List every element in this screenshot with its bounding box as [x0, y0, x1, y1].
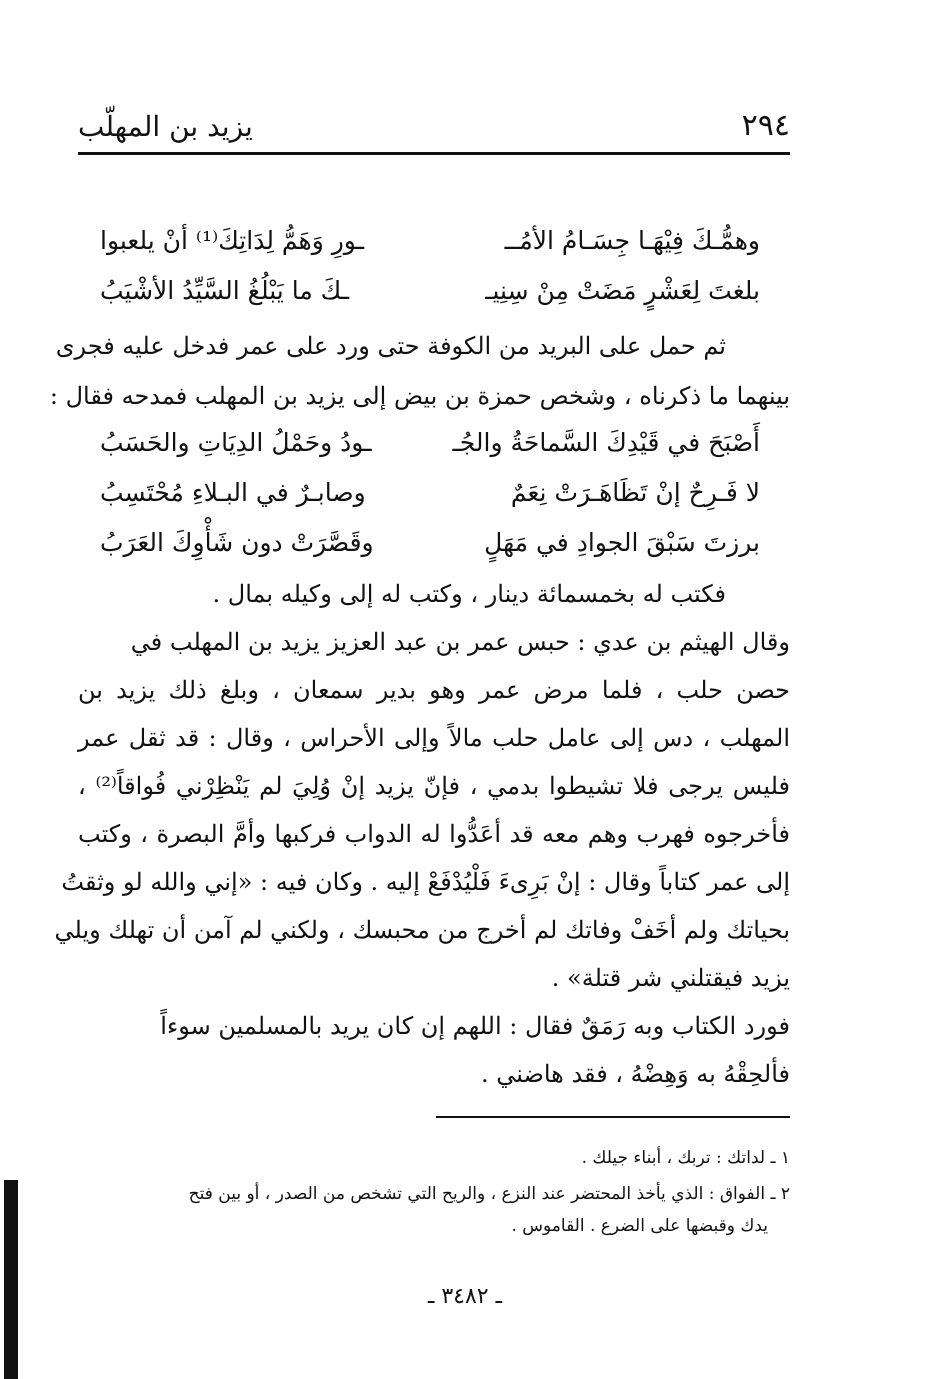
verse-line — [100, 478, 760, 528]
paragraph-line: حصن حلب ، فلما مرض عمر وهو بدير سمعان ، وبلغ ذلك يزيد بن — [78, 676, 790, 704]
paragraph-line: فكتب له بخمسمائة دينار ، وكتب له إلى وكيله بمال . — [212, 580, 726, 608]
verse-line — [100, 276, 760, 326]
page-number: ٢٩٤ — [741, 108, 790, 143]
paragraph-line: فأخرجوه فهرب وهم معه قد أعَدُّوا له الدواب فركبها وأمَّ البصرة ، وكتب — [78, 820, 790, 848]
header-rule — [78, 152, 790, 155]
paragraph-line: بينهما ما ذكرناه ، وشخص حمزة بن بيض إلى يزيد بن المهلب فمدحه فقال : — [49, 382, 790, 410]
running-title: يزيد بن المهلّب — [78, 110, 253, 143]
scan-edge-mark — [4, 1180, 18, 1379]
verse-hemistich-first: أَصْبَحَ في قَيْدِكَ السَّماحَةُ والجُـ — [452, 428, 760, 457]
paragraph-line: وقال الهيثم بن عدي : حبس عمر بن عبد العزيز يزيد بن المهلب في — [130, 628, 790, 656]
page-header — [78, 108, 790, 156]
footnote-rule — [436, 1116, 790, 1118]
paragraph-line: فألحِقْهُ به وَهِضْهُ ، فقد هاضني . — [480, 1060, 790, 1088]
folio-number: ـ ٣٤٨٢ ـ — [427, 1284, 503, 1309]
verse-hemistich-first: لا فَـرِحٌ إنْ تَظَاهَـرَتْ نِعَمٌ — [510, 478, 760, 507]
verse-hemistich-second: وقَصَّرَتْ دون شَأْوِكَ العَرَبُ — [100, 528, 374, 557]
verse-line — [100, 226, 760, 276]
paragraph-line: المهلب ، دس إلى عامل حلب مالاً وإلى الأحراس ، وقال : قد ثقل عمر — [78, 724, 790, 752]
paragraph-line: فورد الكتاب وبه رَمَقٌ فقال : اللهم إن كان يريد بالمسلمين سوءاً — [160, 1012, 790, 1040]
paragraph-line: بحياتك ولم أخَفْ وفاتك لم أخرج من محبسك ، ولكني لم آمن أن تهلك ويلي — [54, 916, 790, 944]
paragraph-line: فليس يرجى فلا تشيطوا بدمي ، فإنّ يزيد إنْ وُلِيَ لم يَنْظِرْني فُواقاً⁽²⁾ ، — [78, 772, 790, 800]
verse-hemistich-second: ـودُ وحَمْلُ الدِيَاتِ والحَسَبُ — [100, 428, 372, 457]
paragraph-line: يزيد فيقتلني شر قتلة» . — [551, 964, 790, 992]
verse-hemistich-second: ـكَ ما يَبْلُغُ السَّيِّدُ الأشْيَبُ — [100, 276, 350, 305]
footnote-continuation: يدك وقبضها على الضرع . القاموس . — [511, 1216, 768, 1236]
verse-hemistich-first: برزتَ سَبْقَ الجوادِ في مَهَلٍ — [484, 528, 760, 557]
verse-hemistich-first: بلغتَ لِعَشْرٍ مَضَتْ مِنْ سِنِيـ — [485, 276, 760, 305]
verse-hemistich-second: وصابـرٌ في البـلاءِ مُحْتَسِبُ — [100, 478, 366, 507]
verse-hemistich-second: ـورِ وَهَمُّ لِدَاتِكَ⁽¹⁾ أنْ يلعبوا — [100, 226, 365, 255]
footnote: ٢ ـ الفواق : الذي يأخذ المحتضر عند النزع ، والريح التي تشخص من الصدر ، أو بين فتح — [188, 1184, 790, 1204]
paragraph-line: إلى عمر كتاباً وقال : إنْ بَرِىءَ فَلْيُدْفَعْ إليه . وكان فيه : «إني والله لو وثقتُ — [61, 868, 790, 896]
verse-hemistich-first: وهمُّـكَ فِيْهَـا جِسَـامُ الأمُــ — [504, 226, 760, 255]
footnote: ١ ـ لداتك : تربك ، أبناء جيلك . — [581, 1148, 790, 1168]
paragraph-line: ثم حمل على البريد من الكوفة حتى ورد على عمر فدخل عليه فجرى — [55, 332, 726, 360]
verse-line — [100, 428, 760, 478]
verse-line — [100, 528, 760, 578]
